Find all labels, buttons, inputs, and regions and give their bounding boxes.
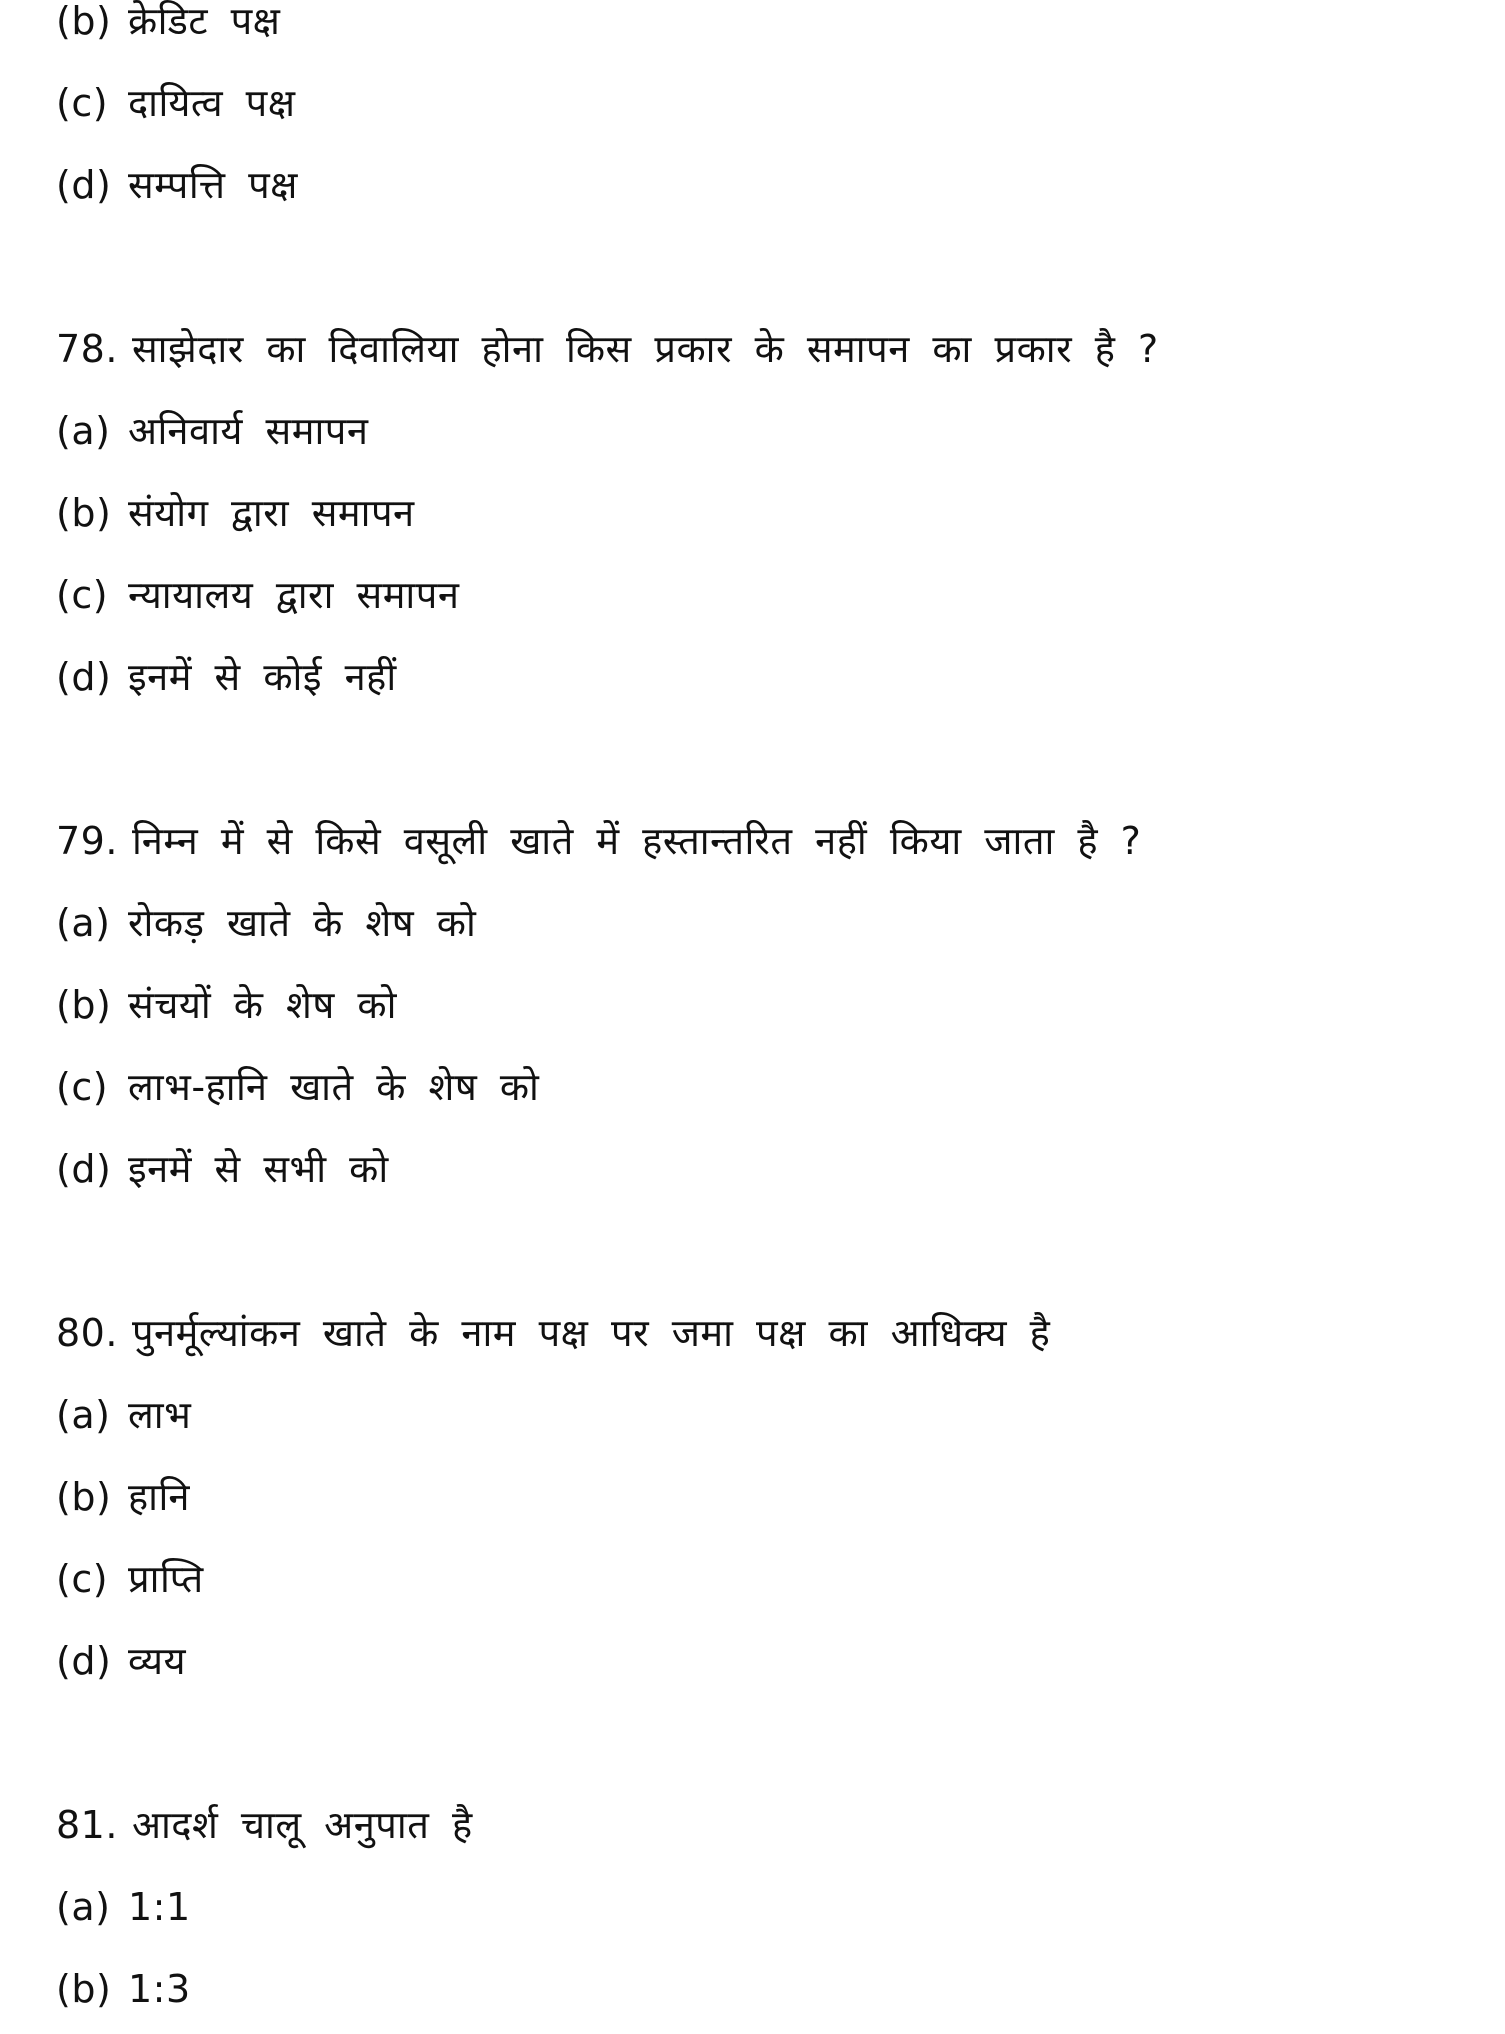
option-text: व्यय bbox=[128, 1639, 187, 1683]
question-78 bbox=[56, 324, 1159, 374]
question-number: 79. bbox=[56, 819, 118, 863]
option-item bbox=[56, 1472, 190, 1522]
option-item bbox=[56, 570, 459, 620]
option-marker: (b) bbox=[56, 491, 112, 535]
option-item bbox=[56, 1964, 191, 2014]
option-text: हानि bbox=[128, 1475, 190, 1519]
option-text: संचयों के शेष को bbox=[128, 983, 397, 1027]
option-marker: (d) bbox=[56, 1147, 112, 1191]
option-text: दायित्व पक्ष bbox=[128, 81, 296, 125]
option-text: इनमें से सभी को bbox=[128, 1147, 389, 1191]
option-item bbox=[56, 1554, 204, 1604]
option-marker: (b) bbox=[56, 0, 112, 43]
option-text: क्रेडिट पक्ष bbox=[128, 0, 281, 43]
option-item bbox=[56, 1636, 186, 1686]
option-text: रोकड़ खाते के शेष को bbox=[128, 901, 477, 945]
option-item bbox=[56, 1390, 191, 1440]
question-text: साझेदार का दिवालिया होना किस प्रकार के समापन का प्रकार है ? bbox=[131, 327, 1159, 371]
question-number: 81. bbox=[56, 1803, 118, 1847]
question-number: 80. bbox=[56, 1311, 118, 1355]
option-marker: (b) bbox=[56, 983, 112, 1027]
option-marker: (b) bbox=[56, 1475, 112, 1519]
option-text: इनमें से कोई नहीं bbox=[128, 655, 397, 699]
question-number: 78. bbox=[56, 327, 118, 371]
option-item bbox=[56, 652, 397, 702]
option-marker: (d) bbox=[56, 655, 112, 699]
option-text: लाभ bbox=[128, 1393, 192, 1437]
option-text: सम्पत्ति पक्ष bbox=[128, 163, 298, 207]
option-marker: (c) bbox=[56, 1065, 109, 1109]
option-item bbox=[56, 0, 280, 46]
option-text: संयोग द्वारा समापन bbox=[128, 491, 415, 535]
option-text: लाभ-हानि खाते के शेष को bbox=[128, 1065, 540, 1109]
option-marker: (c) bbox=[56, 1557, 109, 1601]
option-item bbox=[56, 488, 415, 538]
option-text: 1:3 bbox=[128, 1967, 191, 2011]
question-80 bbox=[56, 1308, 1050, 1358]
question-text: आदर्श चालू अनुपात है bbox=[131, 1803, 473, 1847]
option-item bbox=[56, 898, 476, 948]
option-text: न्यायालय द्वारा समापन bbox=[128, 573, 460, 617]
option-marker: (a) bbox=[56, 1885, 111, 1929]
option-marker: (d) bbox=[56, 163, 112, 207]
option-marker: (b) bbox=[56, 1967, 112, 2011]
question-81 bbox=[56, 1800, 473, 1850]
option-marker: (d) bbox=[56, 1639, 112, 1683]
option-item bbox=[56, 406, 368, 456]
option-marker: (a) bbox=[56, 1393, 111, 1437]
option-marker: (c) bbox=[56, 81, 109, 125]
option-item bbox=[56, 980, 397, 1030]
option-text: 1:1 bbox=[128, 1885, 191, 1929]
option-item bbox=[56, 1882, 191, 1932]
question-text: निम्न में से किसे वसूली खाते में हस्तान्तरित नहीं किया जाता है ? bbox=[131, 819, 1142, 863]
option-marker: (c) bbox=[56, 573, 109, 617]
option-item bbox=[56, 78, 296, 128]
option-text: प्राप्ति bbox=[128, 1557, 204, 1601]
question-79 bbox=[56, 816, 1141, 866]
option-item bbox=[56, 1062, 539, 1112]
option-marker: (a) bbox=[56, 901, 111, 945]
option-text: अनिवार्य समापन bbox=[128, 409, 369, 453]
question-text: पुनर्मूल्यांकन खाते के नाम पक्ष पर जमा पक्ष का आधिक्य है bbox=[131, 1311, 1051, 1355]
option-marker: (a) bbox=[56, 409, 111, 453]
option-item bbox=[56, 160, 298, 210]
option-item bbox=[56, 1144, 389, 1194]
